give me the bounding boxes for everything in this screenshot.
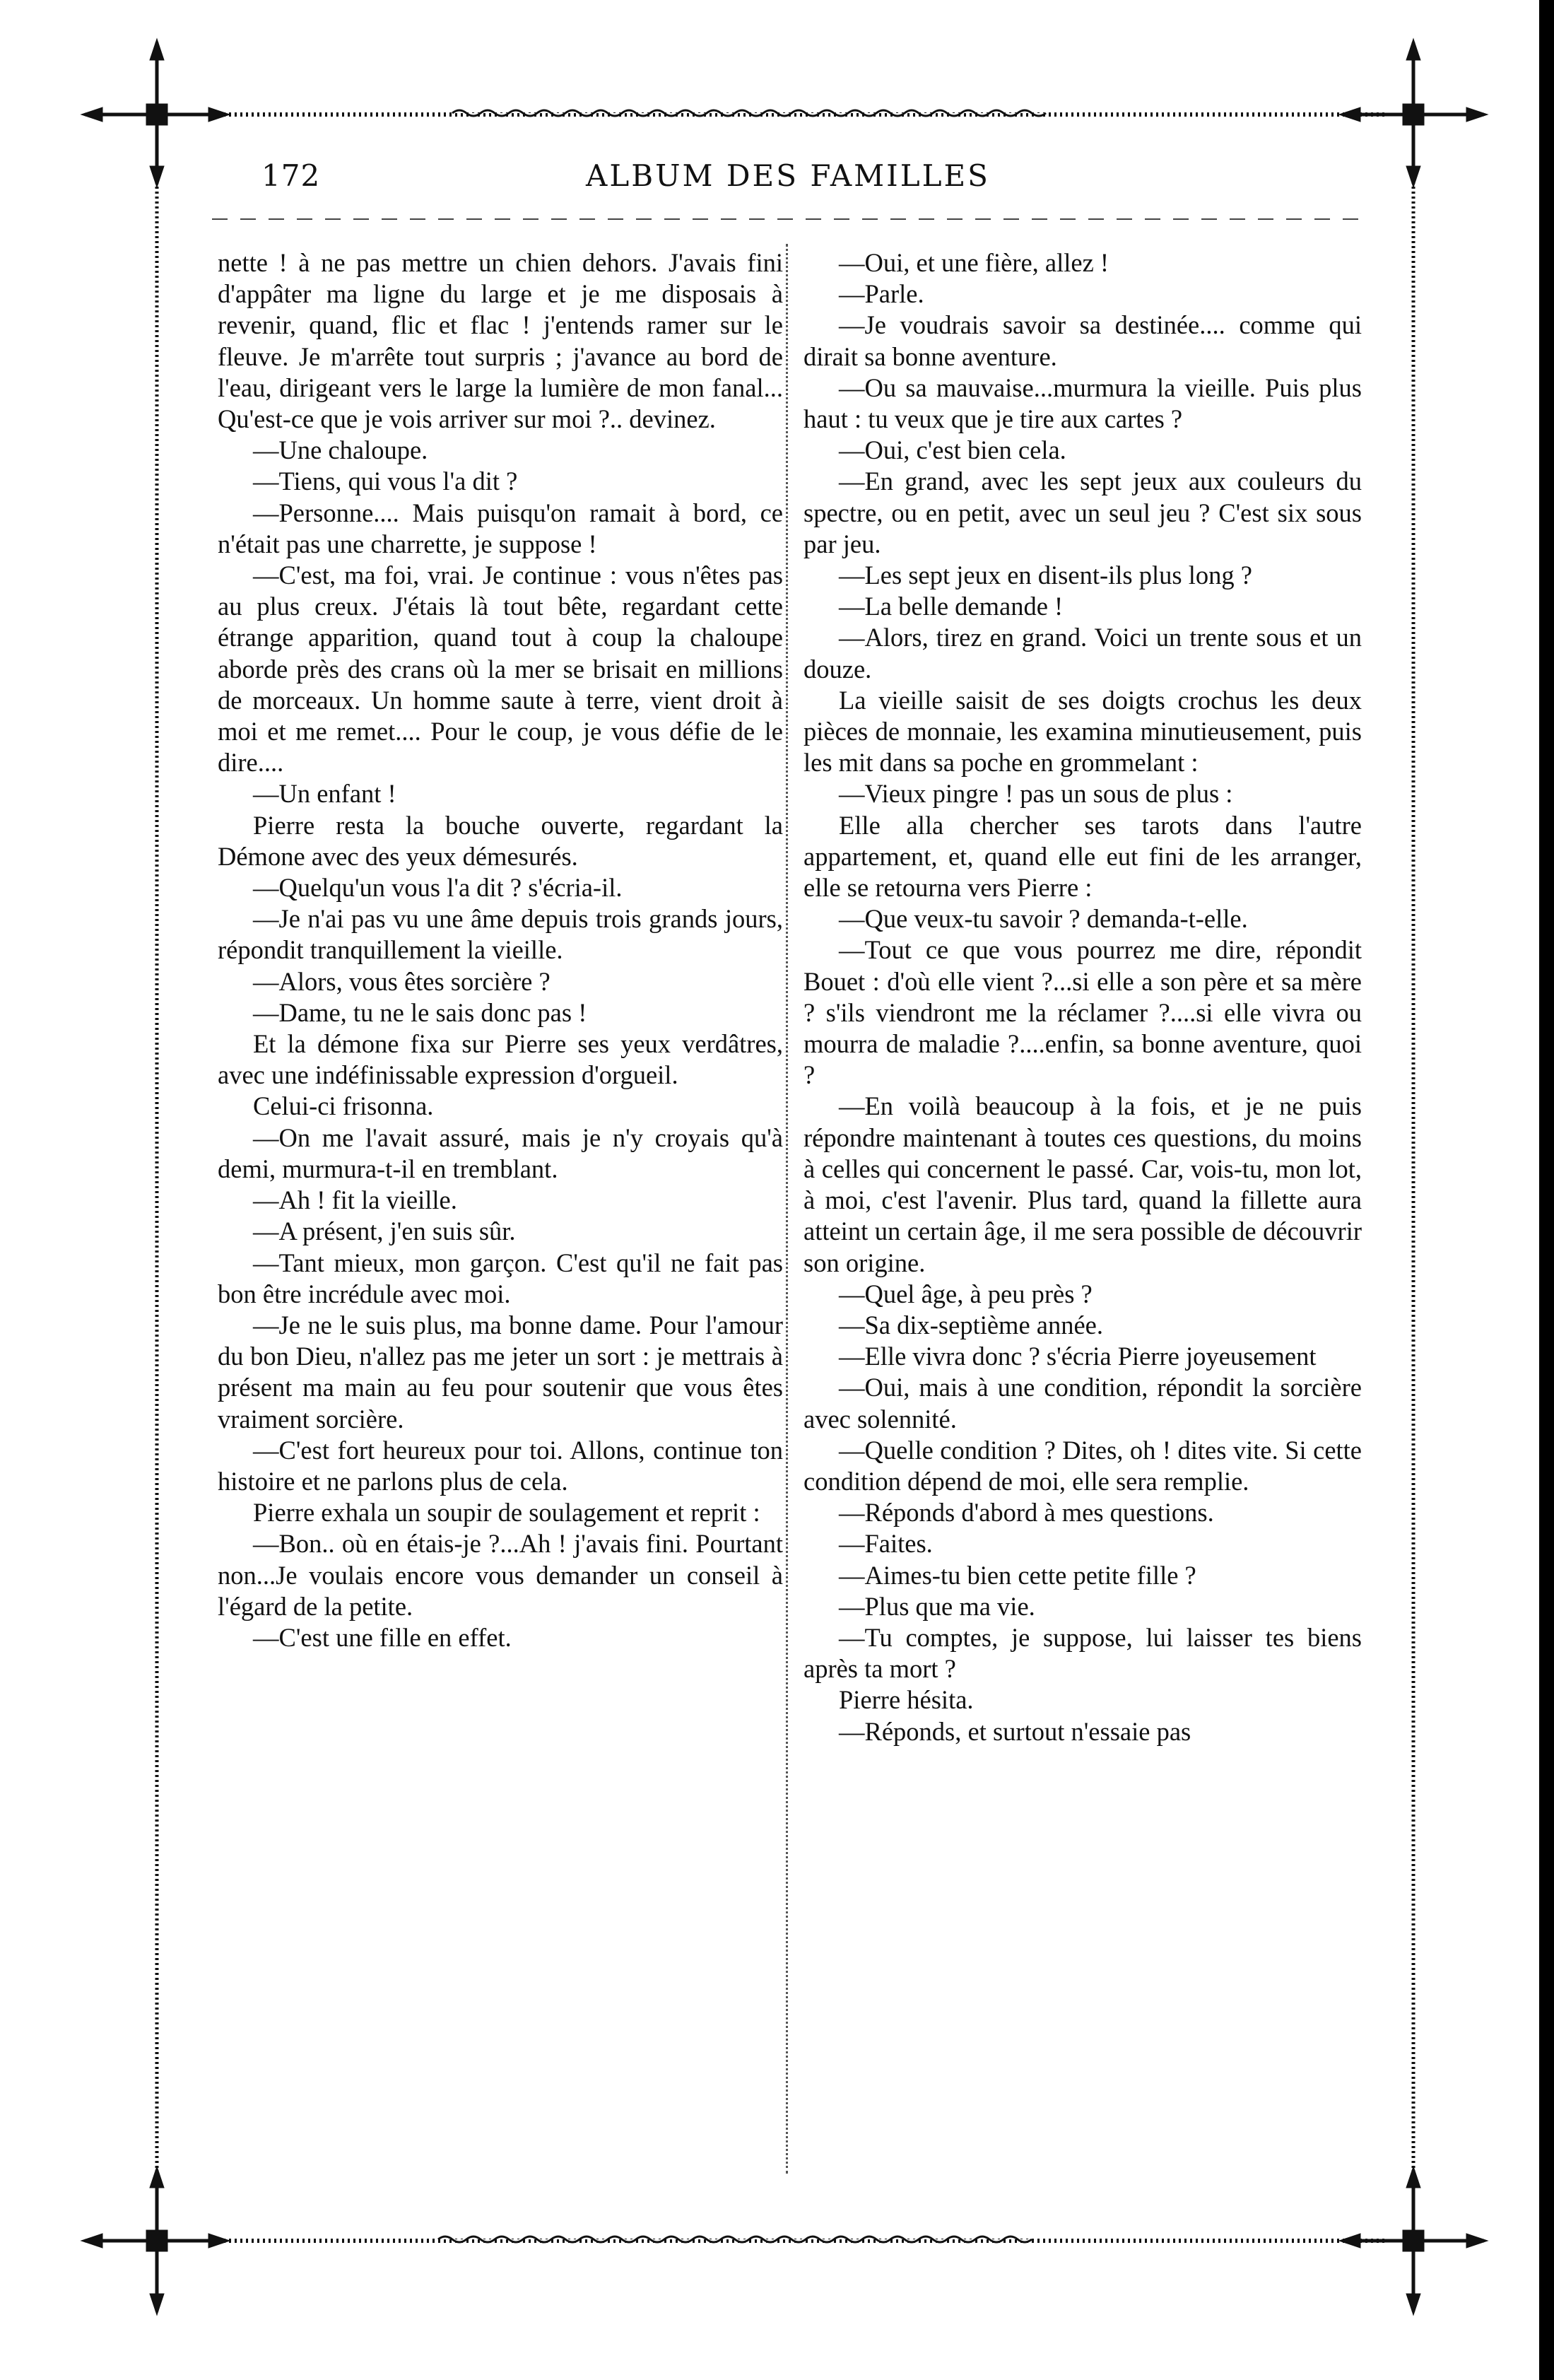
paragraph: —Ah ! fit la vieille. [253, 1185, 457, 1215]
corner-ornament-top-left [81, 39, 230, 187]
paragraph: —Je ne le suis plus, ma bonne dame. Pour l'amour du bon Dieu, n'allez pas me jeter un sort : je mettrais à présent ma main au feu pour soutenir que vous êtes vraiment sorcière. [218, 1310, 783, 1434]
paragraph: —Parle. [839, 279, 924, 309]
paragraph: —Je n'ai pas vu une âme depuis trois grands jours, répondit tranquillement la vieille. [218, 904, 783, 965]
paragraph: Pierre resta la bouche ouverte, regardant la Démone avec des yeux démesurés. [218, 810, 783, 871]
left-column [218, 247, 783, 1653]
paragraph: —Les sept jeux en disent-ils plus long ? [839, 561, 1252, 590]
corner-ornament-bottom-left [81, 2167, 230, 2315]
paragraph: —Alors, vous êtes sorcière ? [253, 966, 551, 996]
paragraph: Pierre exhala un soupir de soulagement et reprit : [253, 1498, 760, 1528]
paragraph: —Quelle condition ? Dites, oh ! dites vite. Si cette condition dépend de moi, elle sera remplie. [804, 1435, 1362, 1496]
paragraph: —En voilà beaucoup à la fois, et je ne puis répondre maintenant à toutes ces questions, du moins à celles qui concernent le passé. Car, vois-tu, mon lot, à moi, c'est l'avenir. Plus tard, quand la fillette aura atteint un certain âge, il me sera possible de découvrir son origine. [804, 1091, 1362, 1277]
paragraph: Elle alla chercher ses tarots dans l'autre appartement, et, quand elle eut fini de les arranger, elle se retourna vers Pierre : [804, 810, 1362, 903]
paragraph: —Oui, mais à une condition, répondit la sorcière avec solennité. [804, 1373, 1362, 1434]
paragraph: —Quelqu'un vous l'a dit ? s'écria-il. [253, 873, 623, 903]
paragraph: —Oui, et une fière, allez ! [839, 248, 1109, 277]
paragraph: —Réponds d'abord à mes questions. [839, 1498, 1214, 1528]
paragraph: —C'est une fille en effet. [253, 1622, 512, 1652]
paragraph: La vieille saisit de ses doigts crochus les deux pièces de monnaie, les examina minutieusement, puis les mit dans sa poche en grommelant : [804, 685, 1362, 778]
paragraph: Celui-ci frisonna. [253, 1091, 434, 1121]
paragraph: —Réponds, et surtout n'essaie pas [839, 1716, 1191, 1746]
paragraph: —On me l'avait assuré, mais je n'y croyais qu'à demi, murmura-t-il en tremblant. [218, 1122, 783, 1183]
paragraph: —Que veux-tu savoir ? demanda-t-elle. [839, 904, 1248, 934]
paragraph: —C'est fort heureux pour toi. Allons, continue ton histoire et ne parlons plus de cela. [218, 1435, 783, 1496]
paragraph: —Je voudrais savoir sa destinée.... comme qui dirait sa bonne aventure. [804, 310, 1362, 371]
paragraph: Pierre hésita. [839, 1685, 974, 1715]
paragraph: —Tout ce que vous pourrez me dire, répondit Bouet : d'où elle vient ?...si elle a son père et sa mère ? s'ils viendront me la réclamer ?....si elle vivra ou mourra de maladie ?....enfin, sa bonne aventure, quoi ? [804, 935, 1362, 1090]
column-divider [786, 244, 788, 2174]
right-column [804, 247, 1362, 1747]
paragraph: —C'est, ma foi, vrai. Je continue : vous n'êtes pas au plus creux. J'étais là tout bête, regardant cette étrange apparition, quand tout à coup la chaloupe aborde près des crans où la mer se brisait en millions de morceaux. Un homme saute à terre, vient droit à moi et me remet.... Pour le coup, je vous défie de le dire.... [218, 561, 783, 778]
paragraph: —En grand, avec les sept jeux aux couleurs du spectre, ou en petit, avec un seul jeu ? C'est six sous par jeu. [804, 467, 1362, 558]
paragraph: —Sa dix-septième année. [839, 1310, 1104, 1340]
paragraph: Et la démone fixa sur Pierre ses yeux verdâtres, avec une indéfinissable expression d'orgueil. [218, 1029, 783, 1090]
paragraph: —A présent, j'en suis sûr. [253, 1217, 516, 1246]
paragraph: —Une chaloupe. [253, 435, 428, 465]
paragraph: —Personne.... Mais puisqu'on ramait à bord, ce n'était pas une charrette, je suppose ! [218, 498, 783, 558]
page-edge-bar [1539, 0, 1554, 2380]
paragraph: —Tu comptes, je suppose, lui laisser tes biens après ta mort ? [804, 1622, 1362, 1684]
paragraph: —Dame, tu ne le sais donc pas ! [253, 997, 587, 1027]
paragraph: —Plus que ma vie. [839, 1591, 1035, 1621]
paragraph: —Tant mieux, mon garçon. C'est qu'il ne fait pas bon être incrédule avec moi. [218, 1248, 783, 1308]
paragraph: —Ou sa mauvaise...murmura la vieille. Puis plus haut : tu veux que je tire aux cartes ? [804, 373, 1362, 434]
page-title: ALBUM DES FAMILLES [586, 158, 990, 193]
paragraph: —Quel âge, à peu près ? [839, 1279, 1093, 1308]
paragraph: —Tiens, qui vous l'a dit ? [253, 467, 518, 496]
paragraph: —Alors, tirez en grand. Voici un trente sous et un douze. [804, 623, 1362, 684]
paragraph: —Bon.. où en étais-je ?...Ah ! j'avais fini. Pourtant non...Je voulais encore vous demander un conseil à l'égard de la petite. [218, 1529, 783, 1621]
paragraph: nette ! à ne pas mettre un chien dehors. J'avais fini d'appâter ma ligne du large et je me disposais à revenir, quand, flic et flac ! j'entends ramer sur le fleuve. Je m'arrête tout surpris ; j'avance au bord de l'eau, dirigeant vers le large la lumière de mon fanal... Qu'est-ce que je vois arriver sur moi ?.. devinez. [218, 248, 783, 434]
paragraph: —Vieux pingre ! pas un sous de plus : [839, 779, 1233, 809]
paragraph: —Elle vivra donc ? s'écria Pierre joyeusement [839, 1342, 1317, 1371]
page-number: 172 [261, 158, 321, 193]
paragraph: —Aimes-tu bien cette petite fille ? [839, 1560, 1196, 1590]
top-ornament-rule [212, 110, 1385, 116]
paragraph: —Oui, c'est bien cela. [839, 435, 1066, 465]
paragraph: —Faites. [839, 1529, 933, 1559]
bottom-ornament-rule [212, 2237, 1385, 2242]
paragraph: —La belle demande ! [839, 592, 1064, 621]
paragraph: —Un enfant ! [253, 779, 396, 809]
corner-ornament-bottom-right [1339, 2167, 1488, 2315]
running-head [212, 158, 1364, 201]
